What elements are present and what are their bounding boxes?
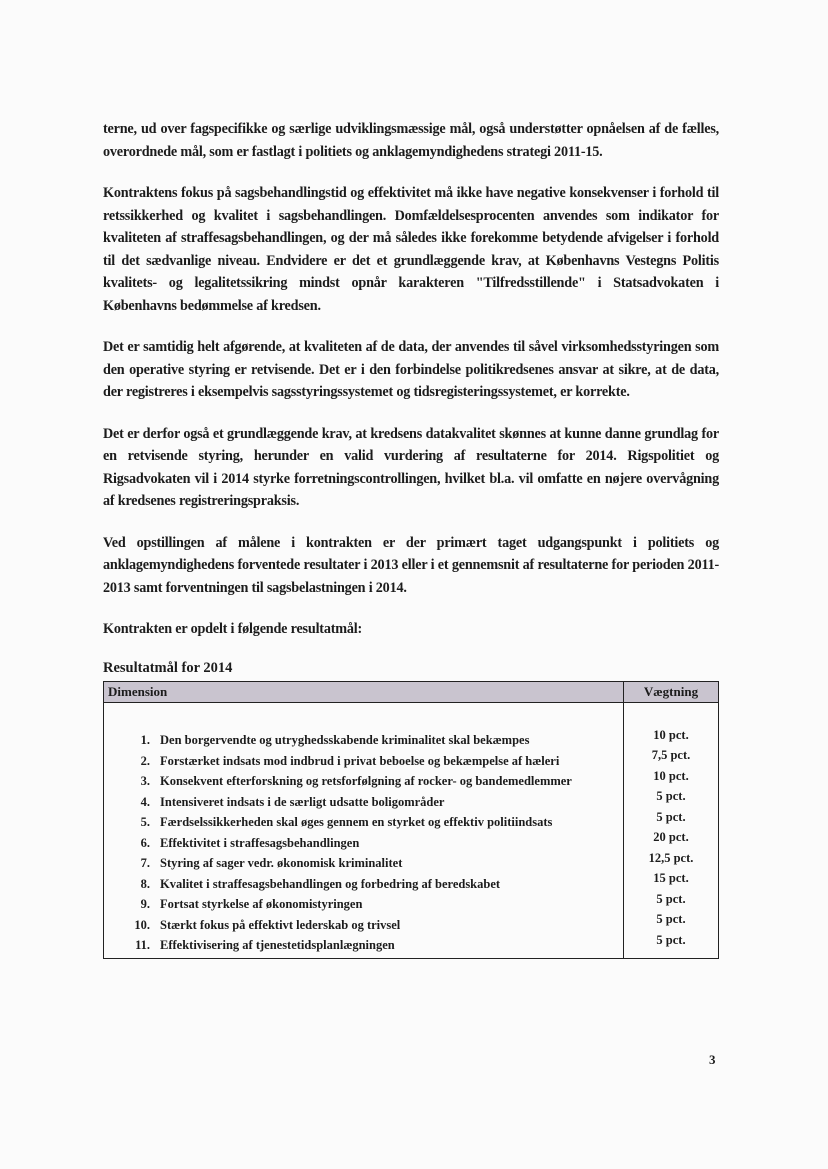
goal-weight: 10 pct. <box>653 727 689 742</box>
goal-label: Effektivitet i straffesagsbehandlingen <box>160 835 360 850</box>
goal-number: 1. <box>140 733 150 748</box>
paragraph-3: Det er samtidig helt afgørende, at kvaliteten af de data, der anvendes til såvel virksomhedsstyringen som den operative styring er retvisende. Det er i den forbindelse politikredsenes ansvar at sikre, at de data, der registreres i eksempelvis sagsstyringssystemet og tidsregisteringssystemet, er korrekte. <box>103 339 719 400</box>
goal-label: Forstærket indsats mod indbrud i privat beboelse og bekæmpelse af hæleri <box>160 753 560 768</box>
column-header-weight: Vægtning <box>624 681 719 702</box>
goal-row <box>120 833 617 854</box>
column-header-dimension: Dimension <box>104 681 624 702</box>
goal-number: 10. <box>134 917 150 932</box>
goal-list <box>104 702 624 959</box>
goal-weight: 12,5 pct. <box>648 850 694 865</box>
goal-weight: 20 pct. <box>653 830 689 844</box>
goal-number: 8. <box>140 876 150 891</box>
goal-weight: 5 pct. <box>656 912 686 926</box>
goal-label: Stærkt fokus på effektivt lederskab og trivsel <box>160 917 401 932</box>
goal-number: 3. <box>140 774 150 789</box>
goal-row <box>120 731 617 752</box>
weight-list <box>624 702 719 959</box>
document-body <box>103 118 719 959</box>
goal-label: Konsekvent efterforskning og retsforfølgning af rocker- og bandemedlemmer <box>160 774 572 789</box>
goal-row <box>120 895 617 916</box>
goal-number: 5. <box>140 815 150 830</box>
page-number: 3 <box>709 1052 716 1067</box>
goal-label: Kvalitet i straffesagsbehandlingen og forbedring af beredskabet <box>160 876 501 891</box>
goal-label: Effektivisering af tjenestetidsplanlægningen <box>160 938 395 953</box>
paragraph-5: Ved opstillingen af målene i kontrakten er der primært taget udgangspunkt i politiets og anklagemyndighedens forventede resultater i 2013 eller i et gennemsnit af resultaterne for perioden 2011-2013 samt forventningen til sagsbelastningen i 2014. <box>103 534 719 596</box>
goal-number: 2. <box>140 753 150 768</box>
paragraph-2: Kontraktens fokus på sagsbehandlingstid og effektivitet må ikke have negative konsekvenser i forhold til retssikkerhed og kvalitet i sagsbehandlingen. Domfældelsesprocenten anvendes som indikator for kvaliteten af straffesagsbehandlingen, og der må således ikke forekomme betydende afvigelser i forhold til det sædvanlige niveau. Endvidere er det et grundlæggende krav, at Københavns Vestegns Politis kvalitets- og legalitetssikring mindst opnår karakteren "Tilfredsstillende" i Statsadvokaten i Københavns bedømmelse af kredsen. <box>103 185 719 314</box>
goal-number: 7. <box>140 856 150 871</box>
table-title: Resultatmål for 2014 <box>103 659 233 676</box>
table-header-row <box>104 681 719 702</box>
goal-label: Færdselssikkerheden skal øges gennem en styrket og effektiv politiindsats <box>160 815 553 830</box>
goal-row <box>120 936 617 957</box>
goal-row <box>120 772 617 793</box>
goal-label: Styring af sager vedr. økonomisk kriminalitet <box>160 856 403 871</box>
goal-number: 6. <box>140 835 150 850</box>
goal-weight: 15 pct. <box>653 871 689 885</box>
goal-label: Intensiveret indsats i de særligt udsatte boligområder <box>160 794 445 809</box>
goal-weight: 5 pct. <box>656 932 686 947</box>
results-table <box>103 681 719 960</box>
table-body-row <box>104 702 719 959</box>
goal-label: Fortsat styrkelse af økonomistyringen <box>160 897 363 912</box>
goal-row <box>120 854 617 875</box>
goal-number: 11. <box>135 938 150 953</box>
goal-row <box>120 874 617 895</box>
goal-number: 4. <box>140 794 150 809</box>
goal-row <box>120 915 617 936</box>
goal-row <box>120 813 617 834</box>
goal-label: Den borgervendte og utryghedsskabende kriminalitet skal bekæmpes <box>160 733 530 748</box>
paragraph-4: Det er derfor også et grundlæggende krav, at kredsens datakvalitet skønnes at kunne danne grundlag for en retvisende styring, herunder en valid vurdering af resultaterne for 2014. Rigspolitiet og Rigsadvokaten vil i 2014 styrke forretningscontrollingen, hvilket bl.a. vil omfatte en nøjere overvågning af kredsenes registreringspraksis. <box>103 425 719 509</box>
paragraph-6: Kontrakten er opdelt i følgende resultatmål: <box>103 621 363 637</box>
goal-row <box>120 751 617 772</box>
goal-weight: 7,5 pct. <box>651 748 691 762</box>
goal-weight: 5 pct. <box>656 809 686 824</box>
goal-weight: 10 pct. <box>653 768 689 783</box>
paragraph-1: terne, ud over fagspecifikke og særlige udviklingsmæssige mål, også understøtter opnåelsen af de fælles, overordnede mål, som er fastlagt i politiets og anklagemyndighedens strategi 2011-15. <box>103 121 719 160</box>
goal-number: 9. <box>140 897 150 912</box>
goal-weight: 5 pct. <box>656 891 686 906</box>
goal-weight: 5 pct. <box>656 789 686 803</box>
goal-row <box>120 792 617 813</box>
